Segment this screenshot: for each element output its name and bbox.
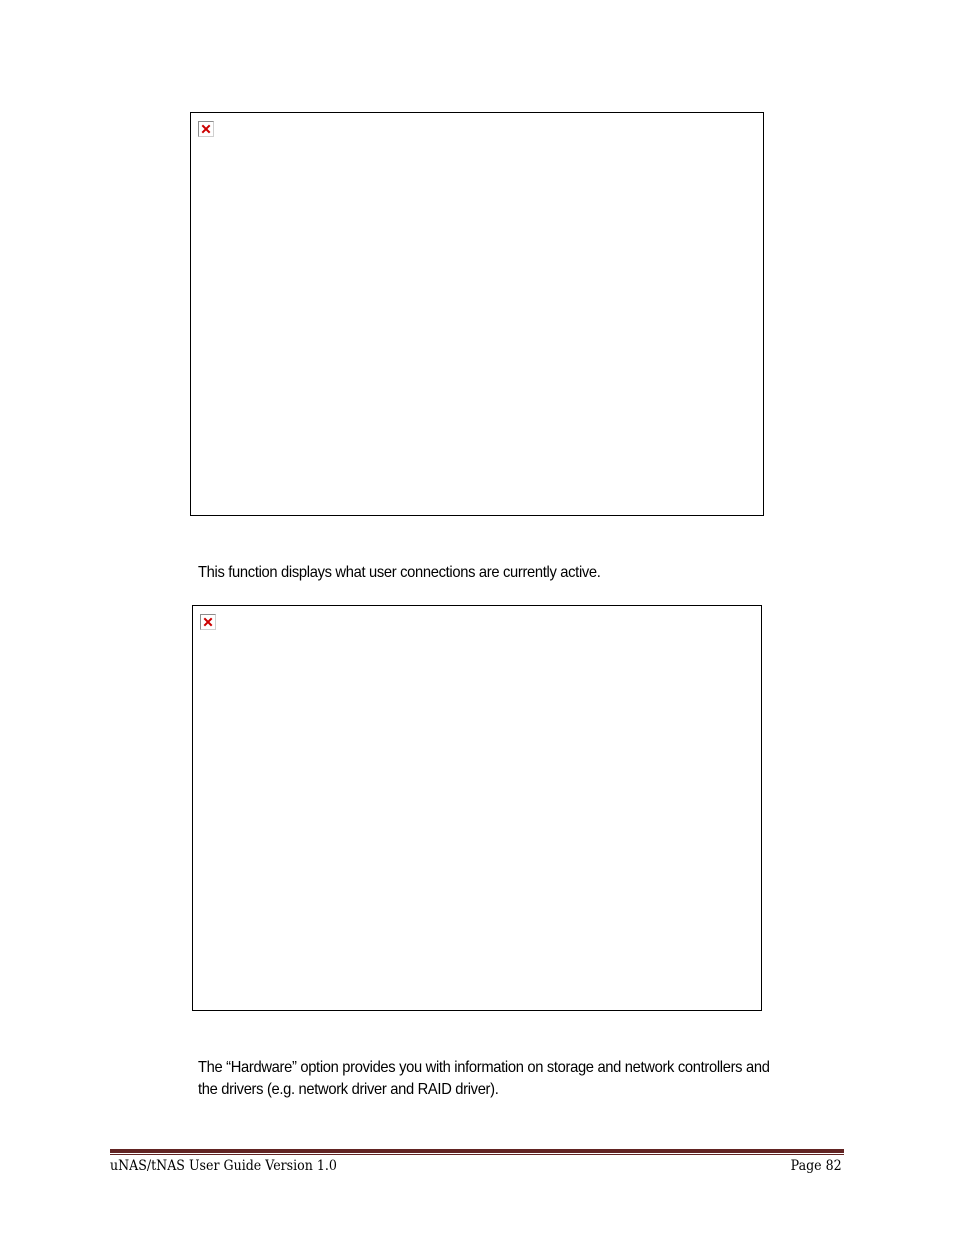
hardware-description-line-1: The “Hardware” option provides you with information on storage and network controllers and [198,1059,770,1076]
hardware-description-line-2: the drivers (e.g. network driver and RAID driver). [198,1081,499,1098]
hardware-description [198,1057,770,1101]
broken-image-icon [198,121,214,137]
missing-screenshot-placeholder [190,112,764,516]
broken-image-icon [200,614,216,630]
footer-rule-thin [110,1154,844,1155]
footer-rule [110,1149,844,1153]
connections-description: This function displays what user connections are currently active. [198,564,601,581]
missing-screenshot-placeholder [192,605,762,1011]
footer-document-title: uNAS/tNAS User Guide Version 1.0 [110,1158,337,1174]
footer-page-number: Page 82 [791,1158,842,1174]
